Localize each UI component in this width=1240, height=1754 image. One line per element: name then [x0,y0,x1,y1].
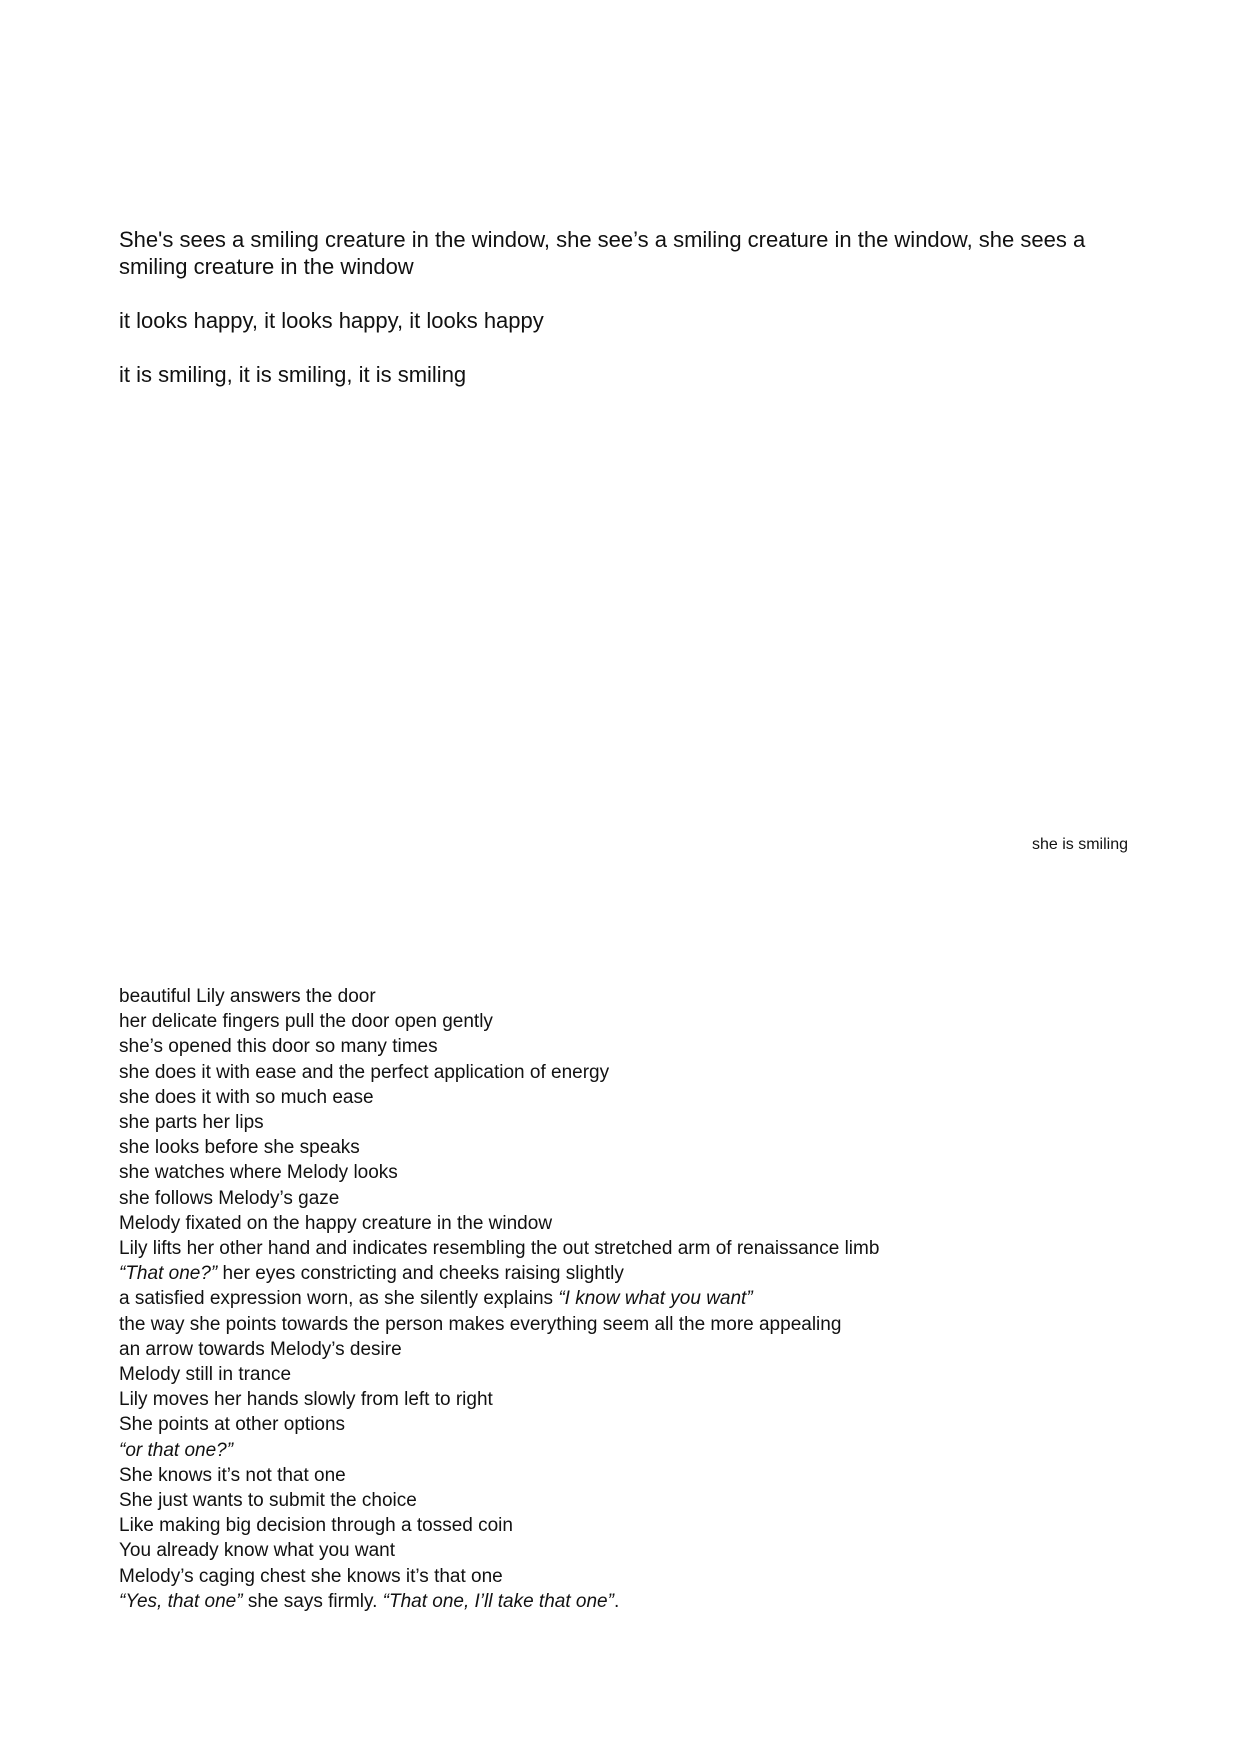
poem-line-19: “or that one?” [119,1439,234,1461]
quote-that-one: “That one?” [119,1263,218,1285]
poem-body [119,984,1119,1614]
poem-line-21: She just wants to submit the choice [119,1490,417,1512]
poem-line-25 [119,1589,1119,1614]
opening-paragraph-1: She's sees a smiling creature in the window, she see’s a smiling creature in the window, she sees a smiling creature in the window [119,227,1086,279]
poem-line-6: she parts her lips [119,1112,264,1134]
aside-note: she is smiling [1031,836,1128,853]
quote-i-know-what-you-want: “I know what you want” [558,1288,753,1310]
poem-line-1: beautiful Lily answers the door [119,986,376,1007]
opening-paragraph-3: it is smiling, it is smiling, it is smiling [119,362,467,387]
quote-yes-that-one: “Yes, that one” [119,1590,243,1612]
poem-line-22: Like making big decision through a tossed coin [119,1515,513,1537]
opening-section [119,226,1129,415]
quote-ill-take-that-one: “That one, I’ll take that one” [382,1590,614,1612]
poem-line-13-text: a satisfied expression worn, as she silently explains [119,1288,559,1310]
poem-line-24: Melody’s caging chest she knows it’s that one [119,1565,503,1587]
poem-line-14: the way she points towards the person makes everything seem all the more appealing [119,1313,842,1335]
poem-line-20: She knows it’s not that one [119,1464,346,1486]
poem-line-8: she watches where Melody looks [119,1162,398,1184]
poem-line-9: she follows Melody’s gaze [119,1187,340,1209]
poem-line-18: She points at other options [119,1414,346,1436]
poem-line-15: an arrow towards Melody’s desire [119,1338,402,1360]
poem-line-10: Melody fixated on the happy creature in the window [119,1212,553,1234]
poem-line-12 [119,1261,1119,1286]
opening-paragraph-2: it looks happy, it looks happy, it looks happy [119,308,544,333]
poem-line-4: she does it with ease and the perfect application of energy [119,1061,610,1083]
poem-line-17: Lily moves her hands slowly from left to right [119,1389,493,1411]
poem-line-25-end: . [613,1590,620,1612]
poem-line-11: Lily lifts her other hand and indicates resembling the out stretched arm of renaissance limb [119,1238,880,1260]
poem-line-23: You already know what you want [119,1540,396,1562]
poem-line-5: she does it with so much ease [119,1086,374,1108]
poem-line-7: she looks before she speaks [119,1137,360,1159]
poem-line-3: she’s opened this door so many times [119,1036,438,1058]
poem-line-25-text: she says firmly. [242,1590,383,1612]
poem-line-2: her delicate fingers pull the door open gently [119,1011,493,1033]
poem-line-13 [119,1286,1119,1311]
poem-line-12-text: her eyes constricting and cheeks raising slightly [217,1263,624,1285]
poem-line-16: Melody still in trance [119,1364,292,1386]
